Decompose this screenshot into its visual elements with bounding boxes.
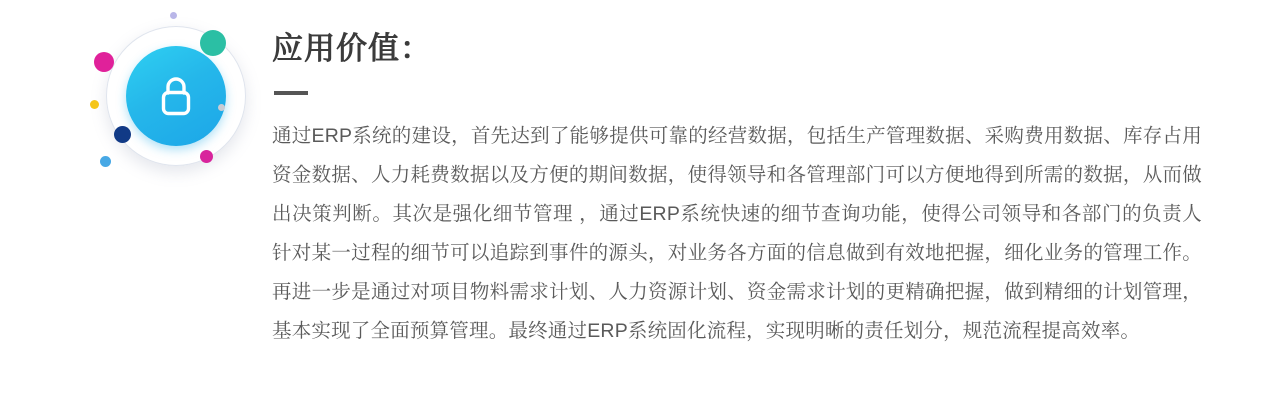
title-underline-rule xyxy=(274,91,308,95)
decor-dot-navy xyxy=(114,126,131,143)
decor-dot-teal xyxy=(200,30,226,56)
lock-icon xyxy=(160,74,192,118)
decor-dot-lilac xyxy=(170,12,177,19)
lock-illustration xyxy=(78,8,250,194)
decor-dot-yellow xyxy=(90,100,99,109)
decor-dot-magenta-small xyxy=(200,150,213,163)
decor-dot-magenta-large xyxy=(94,52,114,72)
content-block xyxy=(272,30,1202,351)
decor-dot-grey xyxy=(218,104,225,111)
decor-dot-blue-small xyxy=(100,156,111,167)
section-body-text: 通过ERP系统的建设，首先达到了能够提供可靠的经营数据，包括生产管理数据、采购费用数据、库存占用资金数据、人力耗费数据以及方便的期间数据，使得领导和各管理部门可以方便地得到所需的数据，从而做出决策判断。其次是强化细节管理 ，通过ERP系统快速的细节查询功能，使得公司领导和各部门的负责人针对某一过程的细节可以追踪到事件的源头，对业务各方面的信息做到有效地把握，细化业务的管理工作。再进一步是通过对项目物料需求计划、人力资源计划、资金需求计划的更精确把握，做到精细的计划管理，基本实现了全面预算管理。最终通过ERP系统固化流程，实现明晰的责任划分，规范流程提高效率。 xyxy=(272,125,1202,343)
section-title: 应用价值： xyxy=(272,31,432,66)
